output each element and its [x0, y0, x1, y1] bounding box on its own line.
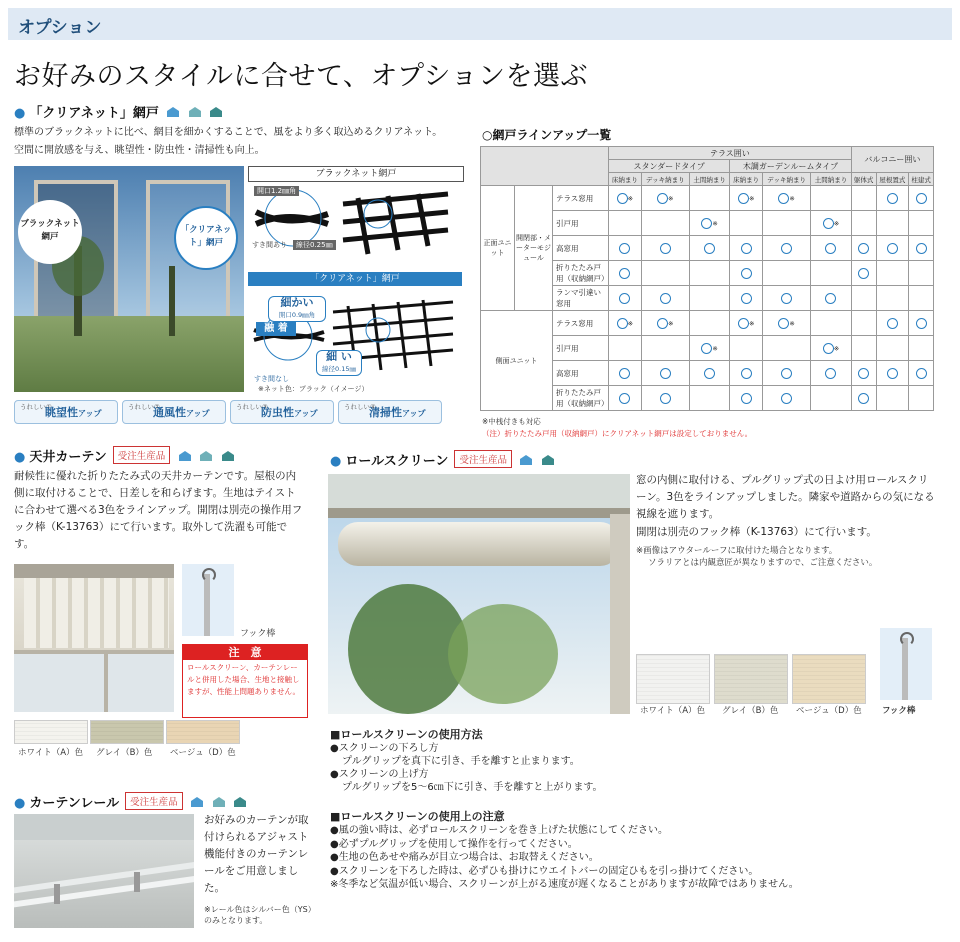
lineup-cell — [763, 211, 811, 236]
available-mark — [916, 243, 927, 254]
hook-photo — [182, 564, 234, 636]
lineup-cell — [689, 311, 730, 336]
lineup-row-label: 折りたたみ戸用（収納網戸） — [553, 386, 609, 411]
lineup-cell — [909, 386, 934, 411]
sub-standard: スタンダードタイプ — [609, 160, 730, 173]
available-mark — [778, 318, 789, 329]
clear-fine-label: 細かい 開口0.9㎜角 — [268, 296, 326, 322]
lineup-cell — [909, 236, 934, 261]
lineup-row-label: 引戸用 — [553, 336, 609, 361]
lineup-cell — [730, 236, 763, 261]
available-mark — [858, 243, 869, 254]
bubble-clear-net: 「クリアネット」網戸 — [174, 206, 238, 270]
lineup-cell — [811, 261, 852, 286]
available-mark — [657, 318, 668, 329]
available-mark — [660, 368, 671, 379]
lineup-cell — [641, 236, 689, 261]
mullion-note-mark: ※ — [748, 194, 755, 202]
house-icon — [519, 454, 533, 466]
available-mark — [781, 243, 792, 254]
warning-title: 注 意 — [183, 645, 307, 660]
black-wire-label: 線径0.25㎜ — [293, 240, 336, 250]
roll-swatch-beige — [792, 654, 866, 704]
lineup-col-header: デッキ納まり — [641, 173, 689, 186]
available-mark — [741, 368, 752, 379]
available-mark — [738, 318, 749, 329]
available-mark — [619, 268, 630, 279]
ceiling-swatch-white-label: ホワイト（A）色 — [18, 748, 84, 758]
available-mark — [660, 293, 671, 304]
lineup-cell — [876, 261, 909, 286]
available-mark — [741, 268, 752, 279]
lineup-cell — [609, 186, 642, 211]
lineup-cell — [689, 236, 730, 261]
roll-note-2: ソラリアとは内観意匠が異なりますので、ご注意ください。 — [648, 558, 878, 568]
mullion-note-mark: ※ — [627, 319, 634, 327]
lineup-row-label: 折りたたみ戸用（収納網戸） — [553, 261, 609, 286]
available-mark — [858, 368, 869, 379]
black-net-caption: ブラックネット網戸 — [248, 166, 464, 182]
available-mark — [916, 318, 927, 329]
clearnet-title: ● 「クリアネット」網戸 — [14, 102, 223, 121]
lineup-cell — [876, 211, 909, 236]
available-mark — [887, 243, 898, 254]
roll-usage-title: ■ロールスクリーンの使用方法 — [330, 728, 483, 741]
ceiling-swatch-gray-label: グレイ（B）色 — [96, 748, 153, 758]
roll-swatch-gray-label: グレイ（B）色 — [722, 706, 779, 716]
band-title: オプション — [18, 18, 102, 38]
benefit-cleaning: うれしい④ 清掃性アップ — [338, 400, 442, 424]
ceiling-swatch-beige — [166, 720, 240, 744]
lineup-cell — [909, 286, 934, 311]
available-mark — [858, 268, 869, 279]
bullet-icon: ● — [14, 796, 26, 811]
lineup-cell — [876, 186, 909, 211]
lineup-col-header: 躯体式 — [851, 173, 876, 186]
available-mark — [823, 218, 834, 229]
available-mark — [660, 243, 671, 254]
available-mark — [781, 293, 792, 304]
lineup-cell — [876, 361, 909, 386]
mullion-note-mark: ※ — [748, 319, 755, 327]
lineup-note-red: （注）折りたたみ戸用（収納網戸）にクリアネット網戸は設定しておりません。 — [482, 429, 753, 438]
mullion-note-mark: ※ — [833, 219, 840, 227]
bullet-icon: ● — [14, 450, 26, 465]
group-balcony: バルコニー囲い — [851, 147, 933, 173]
lineup-cell — [763, 336, 811, 361]
ceiling-description: 耐候性に優れた折りたたみ式の天井カーテンです。屋根の内側に取付けることで、日差しを和らげます。生地はテイストに合わせて選べる3色をラインアップ。開閉は別売の操作用フック棒（K-13763）にて行います。取外して洗濯も可能です。 — [14, 470, 303, 550]
roll-swatch-beige-label: ベージュ（D）色 — [796, 706, 862, 716]
house-icon — [190, 796, 204, 808]
clear-net-caption: 「クリアネット」網戸 — [248, 272, 462, 286]
lineup-cell — [851, 186, 876, 211]
available-mark — [916, 368, 927, 379]
lineup-cell — [609, 311, 642, 336]
lineup-row-label: ランマ引違い窓用 — [553, 286, 609, 311]
lineup-cell — [730, 386, 763, 411]
available-mark — [741, 243, 752, 254]
roll-photo — [328, 474, 630, 714]
lineup-cell — [730, 261, 763, 286]
lineup-cell — [609, 236, 642, 261]
page-headline: お好みのスタイルに合せて、オプションを選ぶ — [14, 61, 588, 92]
black-opening-label: 開口1.2㎜角 — [254, 186, 299, 196]
mullion-note-mark: ※ — [789, 319, 795, 327]
rail-title: ● カーテンレール 受注生産品 — [14, 792, 247, 811]
clear-thin-label: 細 い 線径0.15㎜ — [316, 350, 362, 376]
bullet-icon: ● — [330, 454, 342, 469]
lineup-cell — [641, 286, 689, 311]
lineup-col-header: 柱建式 — [909, 173, 934, 186]
lineup-cell — [730, 286, 763, 311]
mullion-note-mark: ※ — [833, 344, 840, 352]
available-mark — [916, 193, 927, 204]
ceiling-swatch-gray — [90, 720, 164, 744]
mullion-note-mark: ※ — [627, 194, 634, 202]
warning-text: ロールスクリーン、カーテンレールと併用した場合、生地と接触しますが、性能上問題ありません。 — [187, 663, 300, 696]
lineup-col-header: 床納まり — [730, 173, 763, 186]
lineup-cell — [641, 211, 689, 236]
lineup-col-header: 土間納まり — [811, 173, 852, 186]
net-color-note: ※ネット色：ブラック（イメージ） — [258, 385, 369, 393]
clearnet-description: 標準のブラックネットに比べ、網目を細かくすることで、風をより多く取込めるクリアネット。 空間に開放感を与え、眺望性・防虫性・清掃性も向上。 — [14, 127, 443, 156]
available-mark — [619, 368, 630, 379]
clear-nogap-label: すき間なし — [254, 375, 289, 383]
roll-swatch-white-label: ホワイト（A）色 — [640, 706, 706, 716]
available-mark — [660, 393, 671, 404]
made-to-order-badge: 受注生産品 — [125, 792, 183, 810]
lineup-cell — [851, 386, 876, 411]
available-mark — [738, 193, 749, 204]
ceiling-swatch-beige-label: ベージュ（D）色 — [170, 748, 236, 758]
lineup-note: ※中桟付きも対応 — [482, 417, 541, 426]
side-unit-label: 側面ユニット — [481, 311, 553, 411]
lineup-col-header: 土間納まり — [689, 173, 730, 186]
made-to-order-badge: 受注生産品 — [454, 450, 512, 468]
lineup-cell — [609, 286, 642, 311]
lineup-cell — [689, 361, 730, 386]
house-icon — [166, 106, 180, 118]
lineup-row-label: テラス窓用 — [553, 186, 609, 211]
mullion-note-mark: ※ — [789, 194, 795, 202]
lineup-col-header: デッキ納まり — [763, 173, 811, 186]
house-icon — [199, 450, 213, 462]
lineup-cell — [641, 361, 689, 386]
lineup-cell — [763, 361, 811, 386]
lineup-cell — [909, 336, 934, 361]
available-mark — [704, 243, 715, 254]
ceiling-title: ● 天井カーテン 受注生産品 — [14, 446, 235, 465]
roll-title: ● ロールスクリーン 受注生産品 — [330, 450, 555, 469]
lineup-row-label: 高窓用 — [553, 236, 609, 261]
lineup-cell — [689, 386, 730, 411]
available-mark — [781, 393, 792, 404]
available-mark — [887, 368, 898, 379]
available-mark — [617, 318, 628, 329]
house-icon — [221, 450, 235, 462]
lineup-cell — [730, 186, 763, 211]
available-mark — [619, 393, 630, 404]
mullion-note-mark: ※ — [668, 319, 674, 327]
lineup-cell — [641, 386, 689, 411]
available-mark — [704, 368, 715, 379]
warning-box — [182, 644, 308, 718]
mullion-note-mark: ※ — [712, 219, 718, 227]
house-icon — [233, 796, 247, 808]
available-mark — [825, 293, 836, 304]
roll-caution: ●風の強い時は、必ずロールスクリーンを巻き上げた状態にしてください。 ●必ずプルグリップを使用して操作を行ってください。 ●生地の色あせや痛みが目立つ場合は、お取替えください。 ●スクリーンを下ろした時は、必ずひも掛けにウエイトバーの固定ひもを引っ掛けてください。 ※冬季など気温が低い場合、スクリーンが上がる速度が遅くなることがありますが故障ではありません。 — [330, 825, 799, 890]
rail-note: ※レール色はシルバー色（YS）のみとなります。 — [204, 905, 316, 925]
roll-note-1: ※画像はアウタールーフに取付けた場合となります。 — [636, 546, 838, 556]
ceiling-swatch-white — [14, 720, 88, 744]
roll-hook-label: フック棒 — [882, 706, 916, 716]
benefit-airflow: うれしい② 通風性アップ — [122, 400, 226, 424]
lineup-cell — [876, 236, 909, 261]
available-mark — [741, 293, 752, 304]
lineup-cell — [909, 186, 934, 211]
lineup-cell — [641, 186, 689, 211]
lineup-cell — [811, 286, 852, 311]
lineup-cell — [811, 311, 852, 336]
clearnet-photo — [14, 166, 244, 392]
bubble-black-net: ブラックネット網戸 — [18, 200, 82, 264]
mullion-note-mark: ※ — [712, 344, 718, 352]
roll-caution-title: ■ロールスクリーンの使用上の注意 — [330, 810, 505, 823]
available-mark — [887, 318, 898, 329]
house-icon — [212, 796, 226, 808]
made-to-order-badge: 受注生産品 — [113, 446, 171, 464]
mullion-note-mark: ※ — [668, 194, 674, 202]
lineup-cell — [763, 386, 811, 411]
lineup-cell — [909, 361, 934, 386]
lineup-row-label: テラス窓用 — [553, 311, 609, 336]
black-net-diagram — [248, 184, 462, 264]
roll-usage: ●スクリーンの下ろし方 プルグリップを真下に引き、手を離すと止まります。 ●スクリーンの上げ方 プルグリップを5〜6㎝下に引き、手を離すと上がります。 — [330, 743, 603, 793]
lineup-cell — [730, 361, 763, 386]
lineup-row-label: 高窓用 — [553, 361, 609, 386]
lineup-cell — [609, 261, 642, 286]
lineup-cell — [876, 311, 909, 336]
available-mark — [781, 368, 792, 379]
lineup-cell — [851, 261, 876, 286]
benefit-view: うれしい① 眺望性アップ — [14, 400, 118, 424]
benefit-insect: うれしい③ 防虫性アップ — [230, 400, 334, 424]
available-mark — [778, 193, 789, 204]
black-gap-label: すき間あり — [252, 241, 287, 249]
lineup-cell — [730, 336, 763, 361]
lineup-cell — [851, 236, 876, 261]
roll-swatch-white — [636, 654, 710, 704]
lineup-cell — [763, 186, 811, 211]
group-terrace: テラス囲い — [609, 147, 852, 160]
lineup-cell — [909, 261, 934, 286]
available-mark — [701, 218, 712, 229]
lineup-cell — [609, 336, 642, 361]
lineup-cell — [609, 386, 642, 411]
section-band — [8, 8, 952, 40]
available-mark — [617, 193, 628, 204]
lineup-cell — [763, 311, 811, 336]
lineup-cell — [641, 311, 689, 336]
lineup-cell — [876, 286, 909, 311]
lineup-cell — [730, 311, 763, 336]
available-mark — [657, 193, 668, 204]
lineup-cell — [811, 211, 852, 236]
lineup-cell — [811, 386, 852, 411]
lineup-cell — [689, 336, 730, 361]
house-icon — [209, 106, 223, 118]
rail-photo — [14, 814, 194, 928]
lineup-cell — [876, 386, 909, 411]
house-icon — [541, 454, 555, 466]
front-sub-label: 開閉部・メーターモジュール — [515, 186, 553, 311]
lineup-cell — [876, 336, 909, 361]
sub-garden: 木調ガーデンルームタイプ — [730, 160, 851, 173]
lineup-cell — [641, 261, 689, 286]
house-icon — [188, 106, 202, 118]
lineup-cell — [763, 286, 811, 311]
lineup-cell — [689, 186, 730, 211]
lineup-cell — [609, 211, 642, 236]
lineup-cell — [730, 211, 763, 236]
lineup-cell — [851, 286, 876, 311]
available-mark — [619, 243, 630, 254]
lineup-cell — [689, 261, 730, 286]
lineup-col-header: 床納まり — [609, 173, 642, 186]
lineup-table — [480, 146, 934, 411]
available-mark — [823, 343, 834, 354]
roll-swatch-gray — [714, 654, 788, 704]
available-mark — [825, 243, 836, 254]
lineup-row-label: 引戸用 — [553, 211, 609, 236]
lineup-cell — [763, 236, 811, 261]
lineup-title: ○網戸ラインアップ一覧 — [482, 128, 612, 142]
ceiling-hook-label: フック棒 — [240, 629, 276, 639]
lineup-cell — [909, 211, 934, 236]
lineup-cell — [811, 236, 852, 261]
available-mark — [619, 293, 630, 304]
lineup-cell — [851, 311, 876, 336]
rail-description: お好みのカーテンが取付けられるアジャスト機能付きのカーテンレールをご用意しました。 — [204, 814, 309, 894]
clear-fused-label: 融 着 — [256, 322, 296, 336]
lineup-cell — [851, 336, 876, 361]
lineup-col-header: 屋根置式 — [876, 173, 909, 186]
lineup-cell — [851, 211, 876, 236]
lineup-cell — [609, 361, 642, 386]
lineup-cell — [811, 186, 852, 211]
available-mark — [825, 368, 836, 379]
roll-description-2: 開閉は別売のフック棒（K-13763）にて行います。 — [636, 526, 877, 538]
available-mark — [701, 343, 712, 354]
roll-description: 窓の内側に取付ける、プルグリップ式の日よけ用ロールスクリーン。3色をラインアップしました。隣家や道路からの気になる視線を遮ります。 — [636, 474, 935, 520]
lineup-cell — [851, 361, 876, 386]
lineup-cell — [641, 336, 689, 361]
ceiling-photo — [14, 564, 174, 712]
front-unit-label: 正面ユニット — [481, 186, 515, 311]
lineup-cell — [689, 286, 730, 311]
lineup-cell — [811, 336, 852, 361]
available-mark — [741, 393, 752, 404]
bullet-icon: ● — [14, 106, 26, 121]
lineup-cell — [811, 361, 852, 386]
house-icon — [178, 450, 192, 462]
lineup-cell — [689, 211, 730, 236]
available-mark — [858, 393, 869, 404]
available-mark — [887, 193, 898, 204]
lineup-cell — [763, 261, 811, 286]
lineup-cell — [909, 311, 934, 336]
roll-hook-photo — [880, 628, 932, 700]
